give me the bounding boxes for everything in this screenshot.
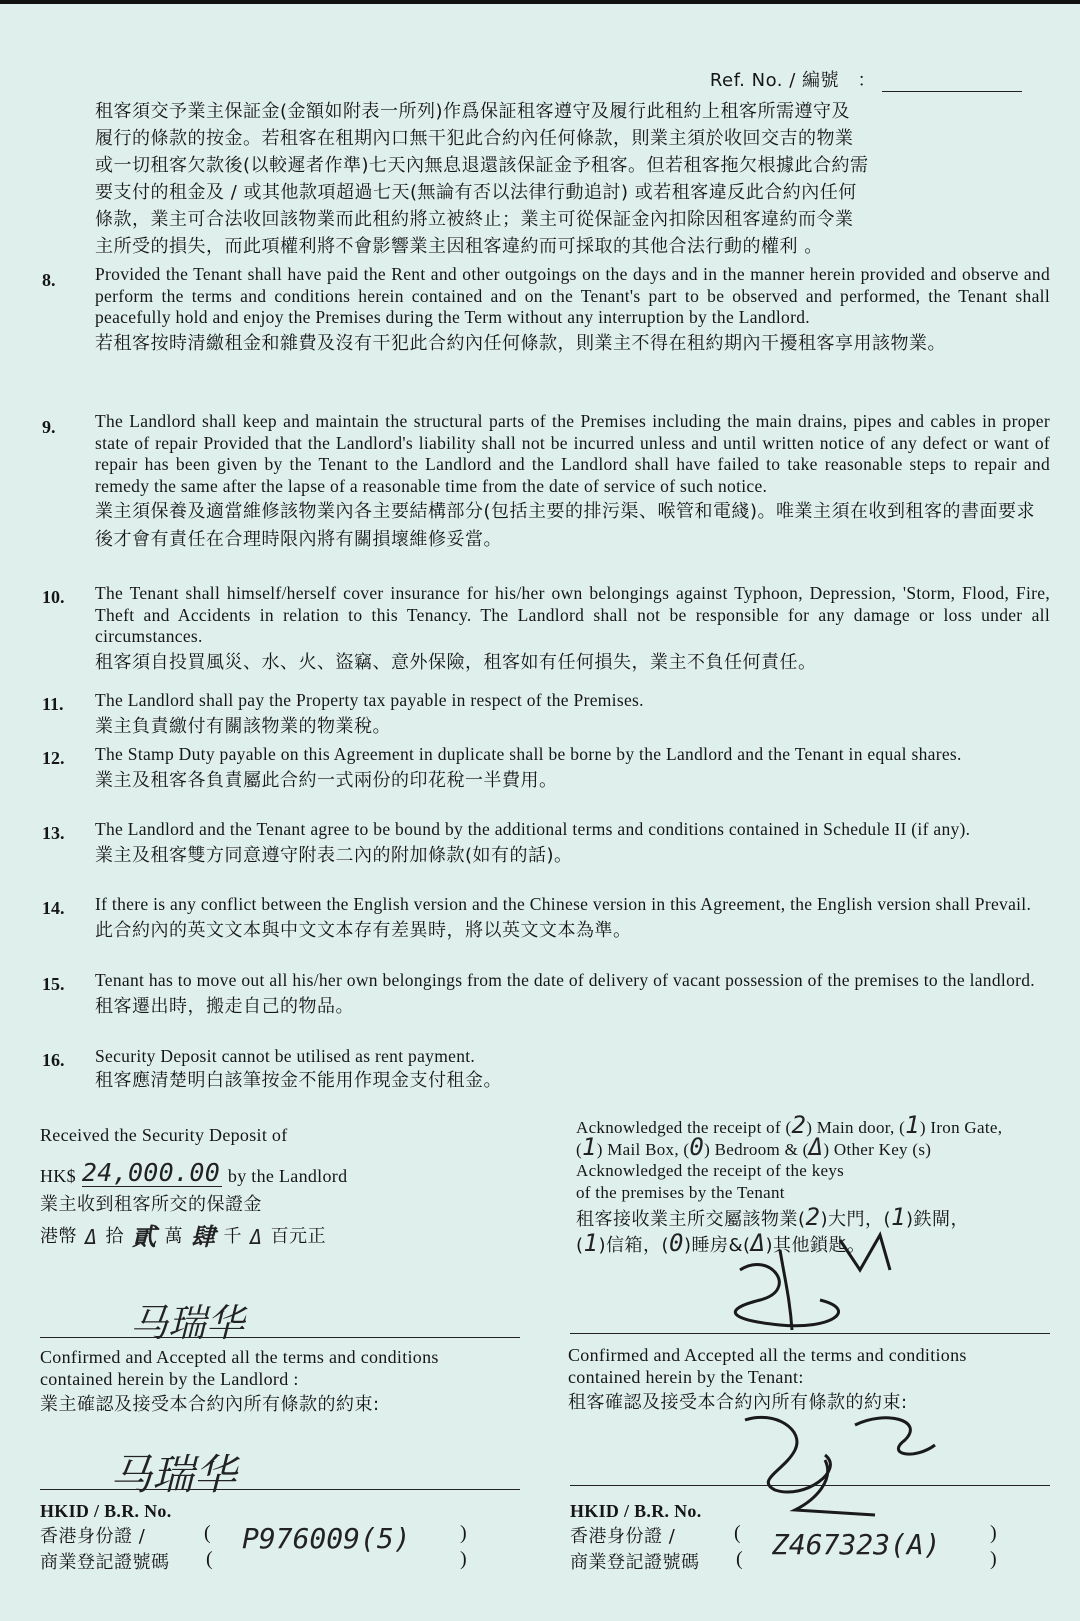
text: )其他鎖匙。 — [765, 1235, 866, 1256]
landlord-id-close-paren: ) — [460, 1548, 467, 1570]
clause-zh: 業主及租客雙方同意遵守附表二內的附加條款(如有的話)。 — [95, 844, 573, 866]
intro-line: 主所受的損失，而此項權利將不會影響業主因租客違約而可採取的其他合法行動的權利 。 — [95, 236, 823, 257]
clause-en: Provided the Tenant shall have paid the Rent and other outgoings on the days and in the manner herein provided and observe and perform the terms and conditions herein contained and on the Tenant's part to be observed and performed, the Tenant shall peacefully hold and enjoy the Premises during the Term without any interruption by the Landlord. — [95, 264, 1050, 327]
clause-13 — [95, 819, 1050, 870]
landlord-id-zh2: 商業登記證號碼 — [40, 1552, 170, 1573]
landlord-id-zh1: 香港身份證 / — [40, 1526, 146, 1547]
clause-10 — [95, 583, 1050, 677]
text: )睡房&( — [683, 1235, 751, 1256]
hand-other-count[interactable]: Δ — [750, 1229, 766, 1257]
tenant-signature-scribble-1[interactable] — [720, 1230, 920, 1340]
text: 租客接收業主所交屬該物業( — [576, 1209, 806, 1230]
text: Acknowledged the receipt of ( — [576, 1118, 792, 1137]
clause-number: 10. — [42, 587, 65, 607]
clause-en: Security Deposit cannot be utilised as rent payment. — [95, 1046, 476, 1066]
text: ) Mail Box, ( — [596, 1140, 690, 1159]
clause-zh: 業主須保養及適當維修該物業內各主要結構部分(包括主要的排污渠、喉管和電綫)。唯業主須在收到租客的書面要求後才會有責任在合理時限內將有關損壞維修妥當。 — [95, 501, 1036, 550]
landlord-deposit-sign-line — [40, 1337, 520, 1338]
landlord-id-value[interactable]: P976009(5) — [242, 1522, 411, 1555]
text: )鉄閘， — [905, 1209, 970, 1230]
tenant-id-close-paren: ) — [990, 1522, 997, 1544]
hk-prefix: HK$ — [40, 1166, 76, 1186]
tenant-id-label: HKID / B.R. No. — [570, 1501, 702, 1521]
landlord-id-label: HKID / B.R. No. — [40, 1501, 172, 1521]
tenant-confirm-zh: 租客確認及接受本合約內所有條款的約束: — [568, 1392, 908, 1413]
hand-two[interactable]: 貳 — [132, 1223, 157, 1251]
ref-blank[interactable] — [882, 75, 1022, 92]
clause-9 — [95, 411, 1050, 554]
clause-12 — [95, 744, 1050, 795]
clause-zh: 租客須自投買風災、水、火、盜竊、意外保險，租客如有任何損失，業主不負任何責任。 — [95, 651, 817, 673]
clause-15 — [95, 970, 1050, 1021]
deposit-clause-zh — [95, 98, 1050, 260]
tenant-keys-sign-line — [570, 1333, 1050, 1334]
intro-line: 履行的條款的按金。若租客在租期內口無干犯此合約內任何條款，則業主須於收回交吉的物業 — [95, 128, 854, 149]
clause-zh: 租客應清楚明白該筆按金不能用作現金支付租金。 — [95, 1069, 502, 1091]
landlord-confirm-en1: Confirmed and Accepted all the terms and conditions — [40, 1347, 439, 1367]
zh-hundred-dollars: 百元正 — [270, 1226, 327, 1247]
clause-number: 14. — [42, 898, 65, 918]
clause-number: 11. — [42, 694, 64, 714]
intro-line: 條款，業主可合法收回該物業而此租約將立被終止；業主可從保証金內扣除因租客違約而令業 — [95, 209, 854, 230]
deposit-zh-label: 業主收到租客所交的保證金 — [40, 1194, 262, 1215]
hand-gate-count[interactable]: 1 — [905, 1111, 920, 1139]
hand-main-door-count[interactable]: 2 — [805, 1203, 821, 1231]
clause-en: The Landlord shall keep and maintain the structural parts of the Premises including the main drains, pipes and cables in proper state of repair Provided that the Landlord's liability shall not be incurred unless and until written notice of any defect or want of repair has been given by the Tenant to the Landlord and the Landlord shall have failed to take reasonable steps to repair and remedy the same after the lapse of a reasonable time from the date of service of such notice. — [95, 411, 1050, 496]
keys-line2 — [576, 1133, 932, 1161]
clause-zh: 若租客按時清繳租金和雜費及沒有干犯此合約內任何條款，則業主不得在租約期內干擾租客享用該物業。 — [95, 332, 946, 354]
deposit-received-label: Received the Security Deposit of — [40, 1125, 288, 1145]
clause-14 — [95, 894, 1050, 945]
tenant-id-value[interactable]: Z467323(A) — [772, 1528, 941, 1561]
intro-line: 要支付的租金及 / 或其他款項超過七天(無論有否以法律行動追討) 或若租客違反此合約內任何 — [95, 182, 857, 203]
hand-main-door-count[interactable]: 2 — [791, 1111, 807, 1139]
clause-en: The Landlord and the Tenant agree to be bound by the additional terms and conditions contained in Schedule II (if any). — [95, 819, 971, 839]
hand-other-count[interactable]: Δ — [808, 1133, 824, 1161]
clause-zh: 此合約內的英文文本與中文文本存有差異時，將以英文文本為準。 — [95, 919, 632, 941]
landlord-confirm-zh: 業主確認及接受本合約內所有條款的約束: — [40, 1394, 380, 1415]
tenant-id-open-paren: ( — [734, 1522, 741, 1544]
deposit-zh-amount — [40, 1223, 327, 1251]
tenant-id-close-paren: ) — [990, 1548, 997, 1570]
text: ) Main door, ( — [806, 1118, 906, 1137]
top-border — [0, 0, 1080, 4]
hand-gate-count[interactable]: 1 — [891, 1203, 906, 1231]
landlord-confirm-sign-line — [40, 1489, 520, 1490]
hand-bedroom-count[interactable]: 0 — [669, 1229, 684, 1257]
text: ) Other Key (s) — [823, 1140, 932, 1159]
clause-number: 9. — [42, 417, 56, 437]
clause-zh: 業主及租客各負責屬此合約一式兩份的印花稅一半費用。 — [95, 769, 558, 791]
text: ( — [576, 1235, 584, 1256]
tenant-confirm-sign-line — [570, 1485, 1050, 1486]
ref-number — [710, 66, 1022, 92]
tenant-confirm-en2: contained herein by the Tenant: — [568, 1367, 804, 1387]
clause-en: The Tenant shall himself/herself cover insurance for his/her own belongings against Typhoon, Depression, 'Storm, Flood, Fire, Theft and Accidents in relation to this Tenancy. The Landlord shall not be responsible for any damage or loss under all circumstances. — [95, 583, 1050, 646]
hand-zero[interactable]: Δ — [85, 1225, 98, 1249]
text: )大門，( — [820, 1209, 892, 1230]
ref-label: Ref. No. / 編號 ： — [709, 70, 876, 91]
clause-number: 12. — [42, 748, 65, 768]
clause-number: 16. — [42, 1050, 65, 1070]
deposit-amount-field[interactable]: 24,000.00 — [81, 1158, 221, 1187]
text: ) Bedroom & ( — [704, 1140, 809, 1159]
text: ) Iron Gate, — [919, 1118, 1003, 1137]
landlord-signature[interactable]: 马瑞华 — [130, 1301, 245, 1345]
hand-mailbox-count[interactable]: 1 — [583, 1229, 599, 1257]
clause-en: The Stamp Duty payable on this Agreement in duplicate shall be borne by the Landlord and the Tenant in equal shares. — [95, 744, 962, 764]
intro-line: 或一切租客欠款後(以較遲者作準)七天內無息退還該保証金予租客。但若租客拖欠根據此合約需 — [95, 155, 869, 176]
text: )信箱，( — [598, 1235, 670, 1256]
landlord-id-open-paren: ( — [206, 1548, 213, 1570]
clause-number: 8. — [42, 270, 56, 290]
tenant-signature-scribble-2[interactable] — [735, 1400, 995, 1520]
zh-ten-thousand: 萬 — [164, 1226, 184, 1247]
tenant-id-open-paren: ( — [736, 1548, 743, 1570]
clause-8 — [95, 264, 1050, 358]
keys-line4: of the premises by the Tenant — [576, 1183, 785, 1202]
landlord-id-close-paren: ) — [460, 1522, 467, 1544]
clause-16 — [95, 1046, 1050, 1093]
hand-mailbox-count[interactable]: 1 — [581, 1133, 597, 1161]
by-landlord: by the Landlord — [227, 1166, 348, 1186]
text: ( — [576, 1140, 582, 1159]
hand-zero[interactable]: Δ — [250, 1225, 263, 1249]
landlord-signature[interactable]: 马瑞华 — [110, 1450, 237, 1499]
zh-ten: 拾 — [105, 1226, 125, 1247]
clause-en: Tenant has to move out all his/her own belongings from the date of delivery of vacant possession of the premises to the landlord. — [95, 970, 1035, 990]
clause-en: The Landlord shall pay the Property tax payable in respect of the Premises. — [95, 690, 644, 710]
keys-line3: Acknowledged the receipt of the keys — [576, 1161, 845, 1180]
clause-number: 15. — [42, 974, 65, 994]
clause-number: 13. — [42, 823, 65, 843]
deposit-amount-row — [40, 1160, 347, 1187]
intro-line: 租客須交予業主保証金(金額如附表一所列)作爲保証租客遵守及履行此租約上租客所需遵守及 — [95, 101, 851, 122]
landlord-confirm-en2: contained herein by the Landlord : — [40, 1369, 299, 1389]
landlord-id-open-paren: ( — [204, 1522, 211, 1544]
tenant-id-zh2: 商業登記證號碼 — [570, 1552, 700, 1573]
tenant-id-zh1: 香港身份證 / — [570, 1526, 676, 1547]
tenant-confirm-en1: Confirmed and Accepted all the terms and conditions — [568, 1345, 967, 1365]
clause-zh: 業主負責繳付有關該物業的物業稅。 — [95, 715, 391, 737]
hand-bedroom-count[interactable]: 0 — [689, 1133, 705, 1161]
hkd-zh: 港幣 — [40, 1226, 77, 1247]
clause-en: If there is any conflict between the English version and the Chinese version in this Agreement, the English version shall Prevail. — [95, 894, 1032, 914]
clause-zh: 租客遷出時，搬走自己的物品。 — [95, 995, 354, 1017]
zh-thousand: 千 — [223, 1226, 243, 1247]
hand-four[interactable]: 肆 — [191, 1223, 216, 1251]
clause-11 — [95, 690, 1050, 741]
keys-zh-line1 — [576, 1203, 970, 1231]
